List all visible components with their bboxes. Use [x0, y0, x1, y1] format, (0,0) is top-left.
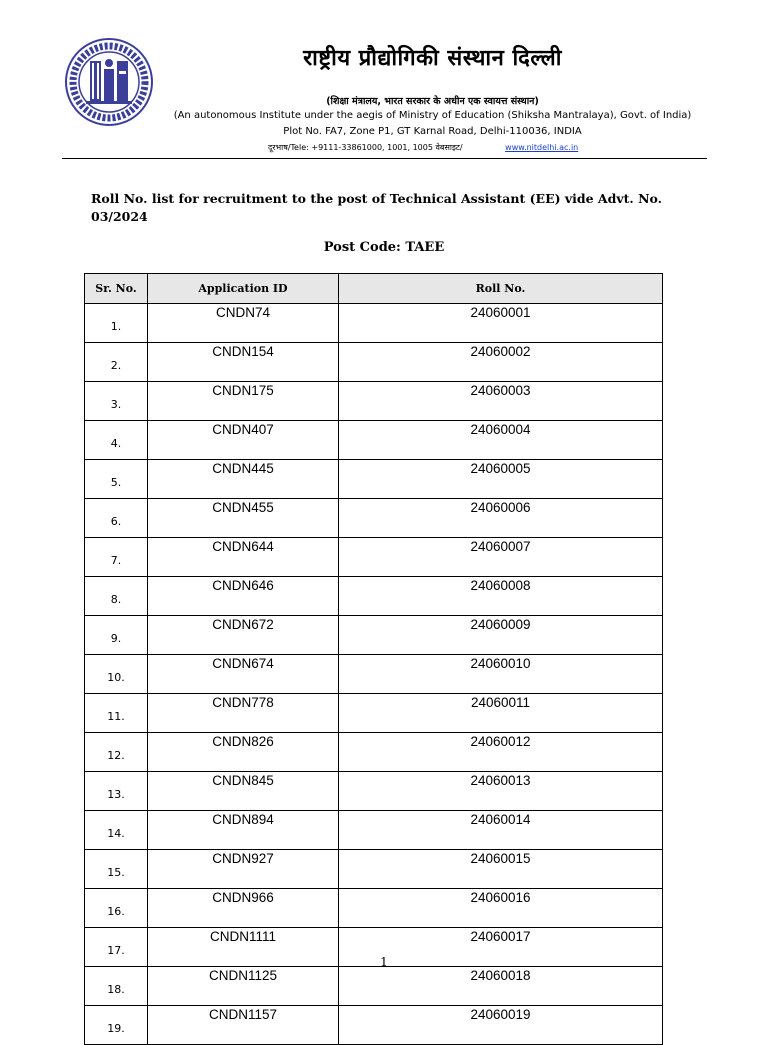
cell-application-id: CNDN646 — [148, 577, 339, 616]
cell-roll-no: 24060004 — [339, 421, 663, 460]
cell-roll-no: 24060003 — [339, 382, 663, 421]
cell-sr-no: 9. — [85, 616, 148, 655]
website-link[interactable]: www.nitdelhi.ac.in — [505, 143, 579, 152]
cell-application-id: CNDN74 — [148, 304, 339, 343]
letterhead — [160, 40, 705, 139]
cell-sr-no: 18. — [85, 967, 148, 1006]
cell-sr-no: 2. — [85, 343, 148, 382]
post-code: Post Code: TAEE — [323, 240, 445, 255]
cell-roll-no: 24060005 — [339, 460, 663, 499]
table-row — [85, 460, 663, 499]
table-row — [85, 850, 663, 889]
cell-roll-no: 24060019 — [339, 1006, 663, 1045]
cell-application-id: CNDN826 — [148, 733, 339, 772]
header-roll-no: Roll No. — [339, 274, 663, 304]
table-row — [85, 382, 663, 421]
cell-application-id: CNDN927 — [148, 850, 339, 889]
cell-roll-no: 24060017 — [339, 928, 663, 967]
cell-roll-no: 24060012 — [339, 733, 663, 772]
cell-roll-no: 24060013 — [339, 772, 663, 811]
cell-application-id: CNDN407 — [148, 421, 339, 460]
cell-sr-no: 17. — [85, 928, 148, 967]
institute-subtitle-english: (An autonomous Institute under the aegis of Ministry of Education (Shiksha Mantralaya), Govt. of India) — [173, 110, 692, 121]
cell-sr-no: 19. — [85, 1006, 148, 1045]
document-title: Roll No. list for recruitment to the post of Technical Assistant (EE) vide Advt. No. 03/2024 — [91, 191, 662, 224]
cell-roll-no: 24060014 — [339, 811, 663, 850]
cell-application-id: CNDN672 — [148, 616, 339, 655]
cell-sr-no: 4. — [85, 421, 148, 460]
institute-logo — [64, 37, 154, 127]
cell-application-id: CNDN1111 — [148, 928, 339, 967]
table-row — [85, 733, 663, 772]
cell-sr-no: 1. — [85, 304, 148, 343]
cell-roll-no: 24060008 — [339, 577, 663, 616]
table-row — [85, 577, 663, 616]
cell-roll-no: 24060011 — [339, 694, 663, 733]
cell-roll-no: 24060016 — [339, 889, 663, 928]
cell-roll-no: 24060009 — [339, 616, 663, 655]
roll-number-table — [84, 273, 663, 1045]
table-row — [85, 694, 663, 733]
cell-sr-no: 8. — [85, 577, 148, 616]
cell-roll-no: 24060001 — [339, 304, 663, 343]
cell-roll-no: 24060006 — [339, 499, 663, 538]
cell-sr-no: 7. — [85, 538, 148, 577]
table-row — [85, 616, 663, 655]
cell-roll-no: 24060002 — [339, 343, 663, 382]
cell-application-id: CNDN644 — [148, 538, 339, 577]
table-row — [85, 499, 663, 538]
table-row — [85, 811, 663, 850]
cell-application-id: CNDN175 — [148, 382, 339, 421]
institute-subtitle-hindi: (शिक्षा मंत्रालय, भारत सरकार के अधीन एक स्वायत्त संस्थान) — [326, 96, 539, 107]
cell-sr-no: 5. — [85, 460, 148, 499]
cell-application-id: CNDN445 — [148, 460, 339, 499]
table-row — [85, 304, 663, 343]
cell-application-id: CNDN1125 — [148, 967, 339, 1006]
cell-application-id: CNDN154 — [148, 343, 339, 382]
table-row — [85, 1006, 663, 1045]
cell-sr-no: 12. — [85, 733, 148, 772]
cell-application-id: CNDN455 — [148, 499, 339, 538]
cell-sr-no: 16. — [85, 889, 148, 928]
cell-application-id: CNDN674 — [148, 655, 339, 694]
cell-sr-no: 14. — [85, 811, 148, 850]
cell-sr-no: 15. — [85, 850, 148, 889]
cell-sr-no: 3. — [85, 382, 148, 421]
table-row — [85, 967, 663, 1006]
contact-line — [268, 142, 578, 153]
cell-roll-no: 24060015 — [339, 850, 663, 889]
table-row — [85, 421, 663, 460]
table-row — [85, 889, 663, 928]
cell-application-id: CNDN778 — [148, 694, 339, 733]
header-divider — [62, 158, 707, 159]
cell-application-id: CNDN845 — [148, 772, 339, 811]
table-row — [85, 343, 663, 382]
institute-address: Plot No. FA7, Zone P1, GT Karnal Road, Delhi-110036, INDIA — [283, 126, 582, 137]
cell-sr-no: 10. — [85, 655, 148, 694]
cell-application-id: CNDN966 — [148, 889, 339, 928]
cell-roll-no: 24060010 — [339, 655, 663, 694]
cell-application-id: CNDN894 — [148, 811, 339, 850]
institute-name-hindi: राष्ट्रीय प्रौद्योगिकी संस्थान दिल्ली — [303, 46, 562, 71]
cell-sr-no: 11. — [85, 694, 148, 733]
phone-text: दूरभाष/Tele: +9111-33861000, 1001, 1005 वेबसाइट/ — [268, 143, 463, 152]
table-row — [85, 772, 663, 811]
page-number: 1 — [380, 955, 388, 969]
header-application-id: Application ID — [148, 274, 339, 304]
cell-roll-no: 24060007 — [339, 538, 663, 577]
table-header-row — [85, 274, 663, 304]
cell-roll-no: 24060018 — [339, 967, 663, 1006]
header-sr-no: Sr. No. — [85, 274, 148, 304]
table-row — [85, 655, 663, 694]
cell-application-id: CNDN1157 — [148, 1006, 339, 1045]
table-row — [85, 538, 663, 577]
cell-sr-no: 6. — [85, 499, 148, 538]
cell-sr-no: 13. — [85, 772, 148, 811]
